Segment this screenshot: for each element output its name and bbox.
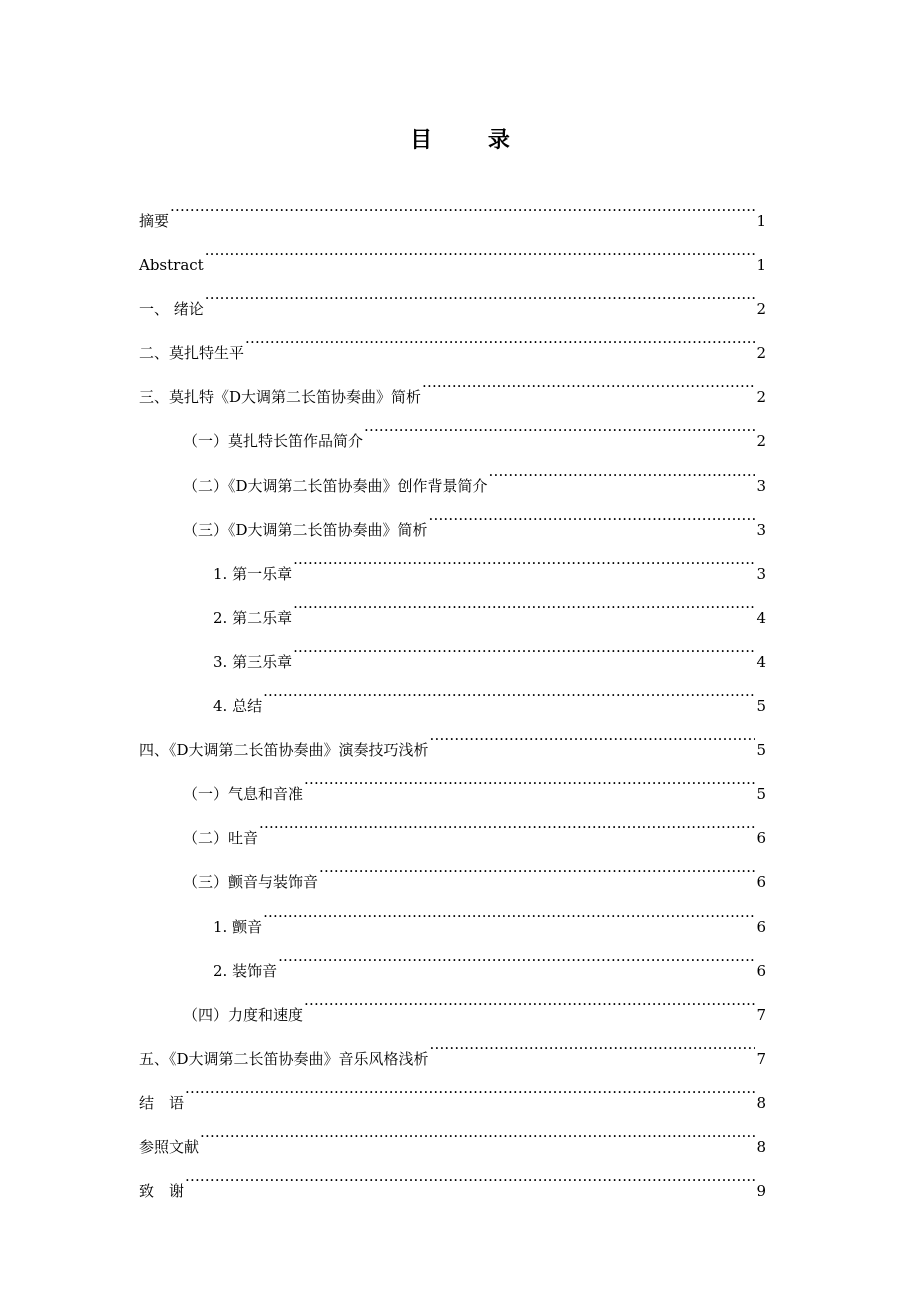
dot-leader xyxy=(430,715,756,755)
toc-entry-label[interactable]: （三）颤音与装饰音 xyxy=(183,873,319,892)
toc-page-number: 9 xyxy=(756,1182,766,1201)
toc-entry-label[interactable]: （一）气息和音准 xyxy=(183,785,304,804)
toc-page-number: 1 xyxy=(756,212,766,230)
toc-entry-label[interactable]: 2. 装饰音 xyxy=(213,961,278,980)
dot-leader xyxy=(185,1156,755,1196)
toc-entry-acknowledgements[interactable] xyxy=(139,1156,766,1200)
toc-entry-label[interactable]: 4. 总结 xyxy=(213,697,263,716)
dot-leader xyxy=(259,803,755,843)
toc-page-number: 4 xyxy=(756,608,766,627)
toc-entry-label[interactable]: 摘要 xyxy=(139,212,170,230)
toc-page-number: 3 xyxy=(756,564,766,583)
dot-leader xyxy=(185,1068,755,1108)
dot-leader xyxy=(304,980,755,1020)
toc-page-number: 6 xyxy=(756,829,766,848)
toc-title: 目 录 xyxy=(410,127,534,153)
dot-leader xyxy=(293,583,755,623)
dot-leader xyxy=(319,847,755,887)
toc-page-number: 6 xyxy=(756,961,766,980)
dot-leader xyxy=(245,318,755,358)
toc-entry-label[interactable]: （二）《D大调第二长笛协奏曲》创作背景简介 xyxy=(183,476,488,495)
toc-page-number: 6 xyxy=(756,917,766,936)
toc-entry-label[interactable]: 参照文献 xyxy=(139,1137,200,1156)
toc-entry-label[interactable]: 1. 颤音 xyxy=(213,917,263,936)
toc-page-number: 6 xyxy=(756,873,766,892)
toc-entry-references[interactable] xyxy=(139,1112,766,1156)
toc-entry-biography[interactable] xyxy=(139,318,766,362)
toc-entry-label[interactable]: 2. 第二乐章 xyxy=(213,608,293,627)
toc-page-number: 2 xyxy=(756,300,766,319)
dot-leader xyxy=(430,1024,756,1064)
toc-entry-label[interactable]: 二、莫扎特生平 xyxy=(139,344,245,363)
toc-page-number: 8 xyxy=(756,1137,766,1156)
toc-entry-label[interactable]: （二）吐音 xyxy=(183,829,259,848)
dot-leader xyxy=(263,892,755,932)
dot-leader xyxy=(489,451,756,491)
toc-page-number: 1 xyxy=(756,256,766,275)
dot-leader xyxy=(278,936,755,976)
dot-leader xyxy=(205,274,756,314)
toc-page-number: 4 xyxy=(756,652,766,671)
toc-page-number: 3 xyxy=(756,520,766,539)
dot-leader xyxy=(205,230,756,270)
toc-entry-abstract-cn[interactable] xyxy=(139,186,766,230)
dot-leader xyxy=(364,406,755,446)
dot-leader xyxy=(293,627,755,667)
toc-page-number: 3 xyxy=(756,476,766,495)
dot-leader xyxy=(429,495,756,535)
toc-entry-label[interactable]: 致 谢 xyxy=(139,1182,185,1201)
toc-page-number: 5 xyxy=(756,697,766,716)
toc-entry-label[interactable]: （三）《D大调第二长笛协奏曲》简析 xyxy=(183,520,428,539)
toc-entry-label[interactable]: 3. 第三乐章 xyxy=(213,652,293,671)
toc-entry-label[interactable]: （四）力度和速度 xyxy=(183,1005,304,1024)
toc-page-number: 2 xyxy=(756,432,766,451)
dot-leader xyxy=(422,362,755,402)
toc-entry-label[interactable]: 三、莫扎特《D大调第二长笛协奏曲》简析 xyxy=(139,388,422,407)
toc-entry-label[interactable]: 四、《D大调第二长笛协奏曲》演奏技巧浅析 xyxy=(139,741,429,760)
toc-entry-introduction[interactable] xyxy=(139,274,766,318)
toc-page-number: 2 xyxy=(756,344,766,363)
toc-entry-label[interactable]: 1. 第一乐章 xyxy=(213,564,293,583)
toc-page-number: 5 xyxy=(756,741,766,760)
dot-leader xyxy=(170,186,755,226)
toc-entry-conclusion[interactable] xyxy=(139,1068,766,1112)
dot-leader xyxy=(304,759,755,799)
toc-entry-label[interactable]: （一）莫扎特长笛作品简介 xyxy=(183,432,364,451)
toc-entry-label[interactable]: 一、 绪论 xyxy=(139,300,204,319)
toc-entry-label[interactable]: Abstract xyxy=(139,256,204,275)
toc-list xyxy=(139,186,766,1200)
toc-page-number: 7 xyxy=(756,1005,766,1024)
toc-entry-label[interactable]: 五、《D大调第二长笛协奏曲》音乐风格浅析 xyxy=(139,1049,429,1068)
toc-page-number: 7 xyxy=(756,1049,766,1068)
dot-leader xyxy=(200,1112,755,1152)
dot-leader xyxy=(293,539,755,579)
toc-page-number: 8 xyxy=(756,1093,766,1112)
toc-page-number: 5 xyxy=(756,785,766,804)
toc-entry-abstract-en[interactable] xyxy=(139,230,766,274)
toc-entry-label[interactable]: 结 语 xyxy=(139,1093,185,1112)
toc-page-number: 2 xyxy=(756,388,766,407)
dot-leader xyxy=(263,671,755,711)
